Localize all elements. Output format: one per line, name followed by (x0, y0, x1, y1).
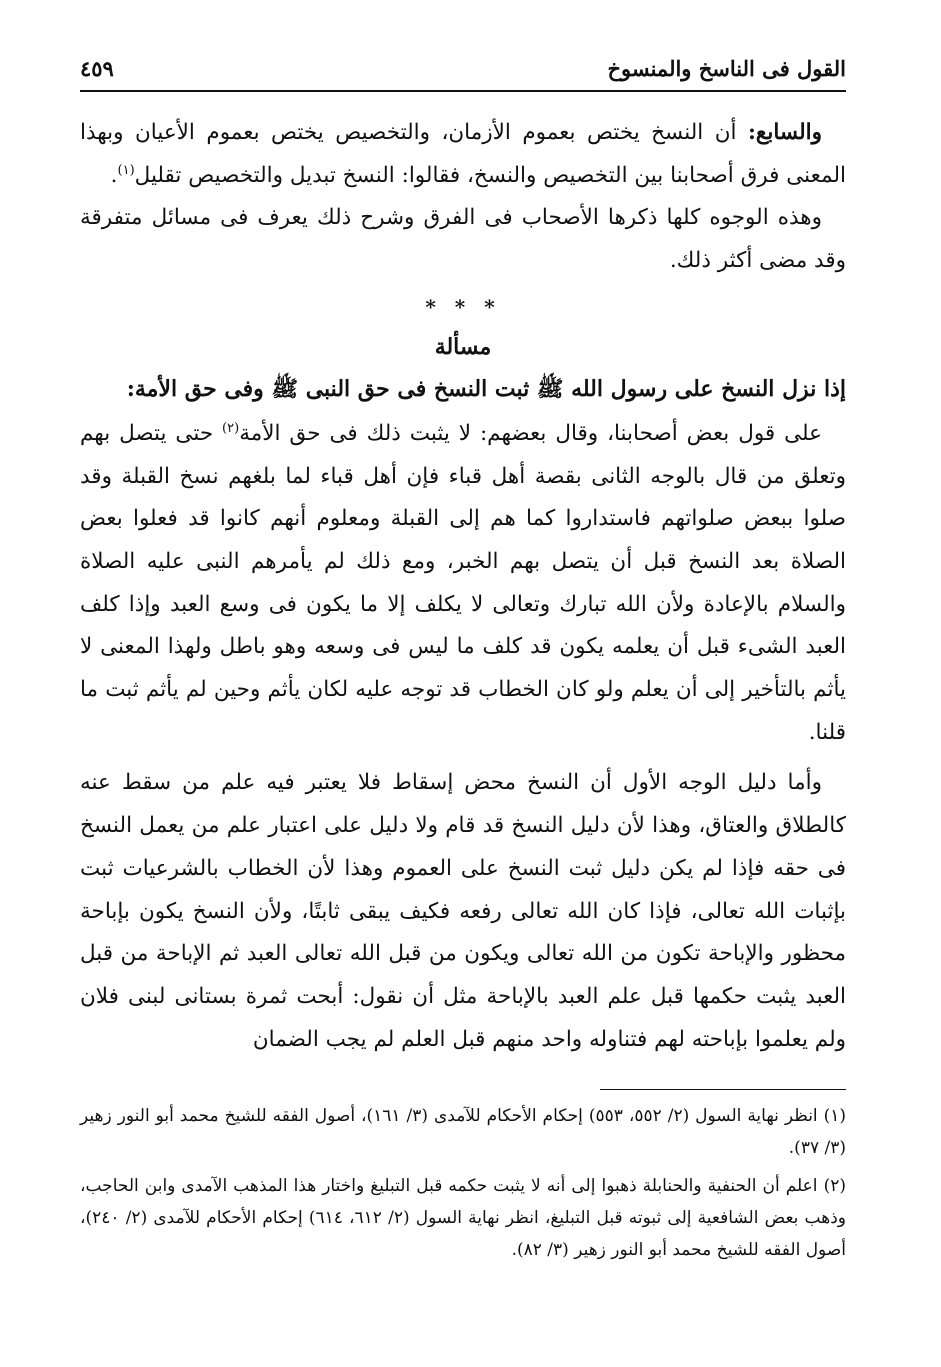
footnote-2 (80, 1170, 846, 1266)
paragraph-end: . (110, 162, 118, 188)
question-heading: إذا نزل النسخ على رسول الله ﷺ ثبت النسخ فى حق النبى ﷺ وفى حق الأمة: (126, 375, 846, 402)
paragraph-summary: وهذه الوجوه كلها ذكرها الأصحاب فى الفرق وشرح ذلك يعرف فى مسائل متفرقة وقد مضى أكثر ذلك. (80, 205, 846, 274)
book-page (80, 50, 846, 1340)
footnote-text: اعلم أن الحنفية والحنابلة ذهبوا إلى أنه لا يثبت حكمه قبل التبليغ واختار هذا المذهب الآمدى وابن الحاجب، وذهب بعض الشافعية إلى ثبوته قبل التبليغ، انظر نهاية السول (٢/ ٦١٢، ٦١٤) إحكام الأحكام للآمدى (٢/ ٢٤٠)، أصول الفقه للشيخ محمد أبو النور زهير (٣/ ٨٢). (80, 1176, 846, 1261)
running-title: القول فى الناسخ والمنسوخ (607, 56, 846, 81)
footnote-text: انظر نهاية السول (٢/ ٥٥٢، ٥٥٣) إحكام الأحكام للآمدى (٣/ ١٦١)، أصول الفقه للشيخ محمد أبو النور زهير (٣/ ٣٧). (80, 1106, 846, 1159)
paragraph-text: أن النسخ يختص بعموم الأزمان، والتخصيص يختص بعموم الأعيان وبهذا المعنى فرق أصحابنا بين التخصيص والنسخ، فقالوا: النسخ تبديل والتخصيص تقليل (80, 120, 846, 188)
running-header (80, 50, 846, 92)
page-number: ٤٥٩ (80, 56, 114, 81)
footnote-number: (١) (823, 1106, 847, 1127)
paragraph-seventh-point (80, 112, 846, 197)
section-separator: * * * (425, 294, 501, 319)
paragraph-lead-word: والسابع: (747, 120, 822, 145)
footnote-number: (٢) (823, 1176, 847, 1197)
footnote-ref-2: (٢) (222, 420, 240, 436)
footnote-ref-1: (١) (117, 162, 135, 178)
paragraph-first-view-evidence: وأما دليل الوجه الأول أن النسخ محض إسقاط فلا يعتبر فيه علم من سقط عنه كالطلاق والعتاق، وهذا لأن دليل النسخ قد قام ولا دليل على اعتبار علم من يعمل النسخ فى حقه فإذا لم يكن دليل ثبت النسخ على العموم وهذا لأن الخطاب بالشرعيات ثبت بإثبات الله تعالى، فإذا كان الله تعالى رفعه فكيف يبقى ثابتًا، ولأن النسخ يكون بإباحة محظور والإباحة تكون من الله تعالى ويكون من قبل الله تعالى العبد ثم الإباحة من قبل العبد يثبت حكمها قبل علم العبد بالإباحة مثل أن نقول: أبحت ثمرة بستانى لبنى فلان ولم يعلموا بإباحته لهم فتناوله واحد منهم قبل العلم لم يجب الضمان (80, 770, 846, 1052)
footnote-1 (80, 1100, 846, 1164)
paragraph-text-before: على قول بعض أصحابنا، وقال بعضهم: لا يثبت ذلك فى حق الأمة (239, 420, 822, 446)
footnote-divider (600, 1089, 846, 1090)
section-title: مسألة (434, 333, 492, 360)
paragraph-text-after: حتى يتصل بهم وتعلق من قال بالوجه الثانى بقصة أهل قباء فإن أهل قباء لما بلغهم نسخ القبلة وقد صلوا ببعض صلواتهم فاستداروا كما هم إلى القبلة ومعلوم أنهم كانوا قد فعلوا بعض الصلاة بعد النسخ قبل أن يتصل بهم الخبر، ومع ذلك لم يأمرهم النبى عليه الصلاة والسلام بالإعادة ولأن الله تبارك وتعالى لا يكلف إلا ما يكون فى وسع العبد وإذا كلف العبد الشىء قبل أن يعلمه يكون قد كلف ما ليس فى وسعه وهو باطل ولهذا المعنى لا يأثم بالتأخير إلى أن يعلم ولو كان الخطاب قد توجه عليه لكان يأثم وحين لم يأثم ثبت ما قلنا. (80, 420, 846, 745)
paragraph-discussion (80, 413, 846, 755)
